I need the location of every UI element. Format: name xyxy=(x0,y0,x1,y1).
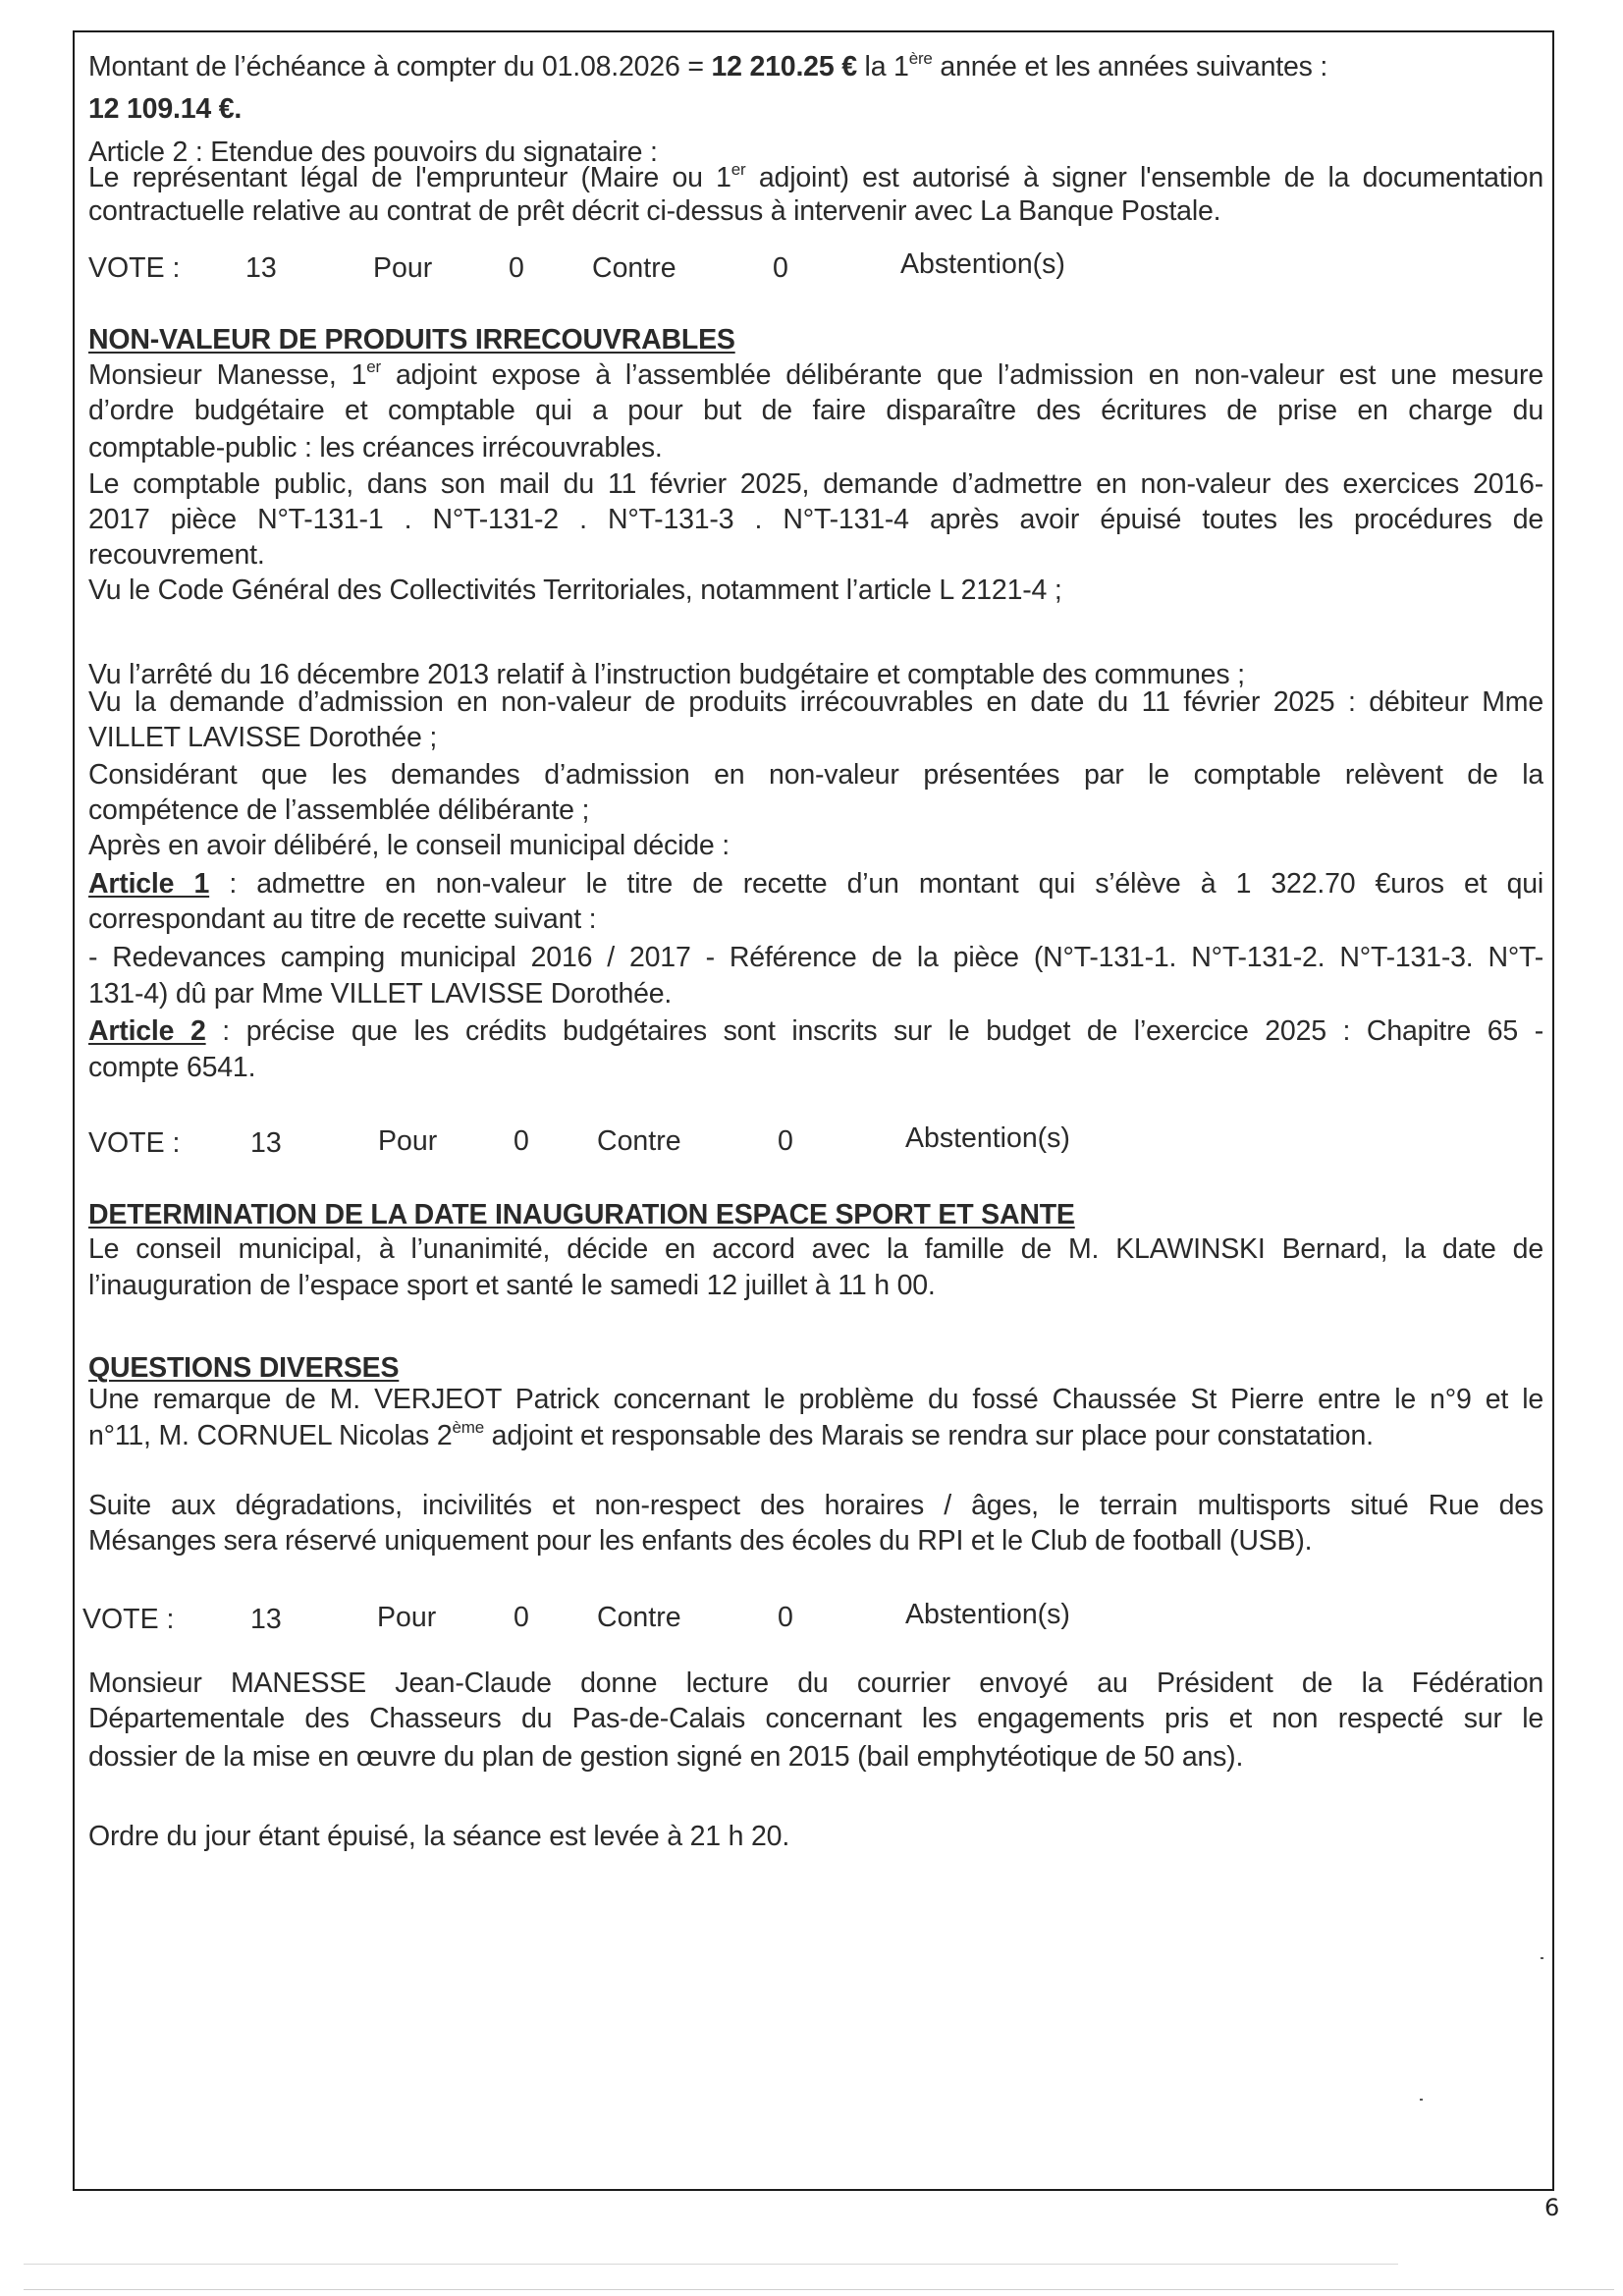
text: : précise que les crédits budgétaires sont inscrits sur le budget de l’exercice 2025 : Chapitre 65 - xyxy=(205,1015,1543,1047)
article-1-label: Article 1 xyxy=(88,868,210,900)
article-2-budget-line-2: compte 6541. xyxy=(88,1052,256,1083)
vote-abst-label: Abstention(s) xyxy=(905,1599,1070,1630)
vote-pour-label: Pour xyxy=(377,1602,437,1633)
page-number: 6 xyxy=(1544,2194,1560,2221)
vote-contre-count: 0 xyxy=(514,1602,529,1633)
article-2-line-1 xyxy=(88,161,1543,194)
question-1-l2 xyxy=(88,1419,1543,1452)
scan-speck xyxy=(1420,2099,1423,2101)
text: Monsieur Manesse, 1 xyxy=(88,359,367,391)
vote-abst-label: Abstention(s) xyxy=(905,1122,1070,1154)
vote-abst-count: 0 xyxy=(778,1125,793,1157)
vote-label: VOTE : xyxy=(88,1127,181,1159)
non-valeur-p6-l2: compétence de l’assemblée délibérante ; xyxy=(88,794,590,826)
non-valeur-p1-l1 xyxy=(88,358,1543,392)
inauguration-l2: l’inauguration de l’espace sport et santé le samedi 12 juillet à 11 h 00. xyxy=(88,1270,936,1301)
article-1-line-4: 131-4) dû par Mme VILLET LAVISSE Dorothée. xyxy=(88,978,673,1010)
non-valeur-p2-l3: recouvrement. xyxy=(88,539,265,571)
question-2-l2: Mésanges sera réservé uniquement pour les enfants des écoles du RPI et le Club de football (USB). xyxy=(88,1525,1313,1557)
article-2-budget-line-1 xyxy=(88,1014,1543,1048)
vote-pour-count: 13 xyxy=(245,252,277,284)
vote-abst-count: 0 xyxy=(773,252,788,284)
amount-first-year: 12 210.25 € xyxy=(711,51,857,82)
text: la 1 xyxy=(856,51,909,82)
vote-contre-count: 0 xyxy=(514,1125,529,1157)
text: Montant de l’échéance à compter du 01.08.2026 = xyxy=(88,51,712,82)
text: adjoint) est autorisé à signer l'ensemble de la documentation xyxy=(745,162,1543,193)
text: Le représentant légal de l'emprunteur (Maire ou 1 xyxy=(88,162,731,193)
vote-abst-count: 0 xyxy=(778,1602,793,1633)
non-valeur-p5-l2: VILLET LAVISSE Dorothée ; xyxy=(88,722,438,753)
closing-line: Ordre du jour étant épuisé, la séance est levée à 21 h 20. xyxy=(88,1821,790,1852)
section-heading-non-valeur: NON-VALEUR DE PRODUITS IRRECOUVRABLES xyxy=(88,324,735,355)
amount-following-years: 12 109.14 €. xyxy=(88,93,243,125)
vote-abst-label: Abstention(s) xyxy=(900,248,1065,280)
vote-contre-label: Contre xyxy=(597,1602,681,1633)
superscript: er xyxy=(730,161,746,179)
section-heading-questions: QUESTIONS DIVERSES xyxy=(88,1352,400,1384)
article-1-line-1 xyxy=(88,867,1543,901)
scan-speck xyxy=(1541,1957,1543,1959)
text: adjoint et responsable des Marais se rendra sur place pour constatation. xyxy=(483,1420,1374,1451)
article-2-line-2: contractuelle relative au contrat de prêt décrit ci-dessus à intervenir avec La Banque Postale. xyxy=(88,195,1221,227)
vote-contre-count: 0 xyxy=(509,252,524,284)
scan-edge-line xyxy=(24,2289,1614,2290)
inauguration-l1: Le conseil municipal, à l’unanimité, décide en accord avec la famille de M. KLAWINSKI Bernard, la date de xyxy=(88,1233,1543,1265)
non-valeur-p6-l1: Considérant que les demandes d’admission en non-valeur présentées par le comptable relèvent de la xyxy=(88,759,1543,791)
text: adjoint expose à l’assemblée délibérante que l’admission en non-valeur est une mesure xyxy=(380,359,1543,391)
non-valeur-p4: Vu l’arrêté du 16 décembre 2013 relatif à l’instruction budgétaire et comptable des communes ; xyxy=(88,659,1245,690)
non-valeur-p7: Après en avoir délibéré, le conseil municipal décide : xyxy=(88,830,730,861)
superscript: er xyxy=(366,358,381,376)
non-valeur-p1-l2: d’ordre budgétaire et comptable qui a pour but de faire disparaître des écritures de prise en charge du xyxy=(88,395,1543,426)
vote-pour-label: Pour xyxy=(373,252,433,284)
article-1-line-2: correspondant au titre de recette suivant : xyxy=(88,903,597,935)
vote-contre-label: Contre xyxy=(592,252,676,284)
vote-label: VOTE : xyxy=(88,252,181,284)
text: année et les années suivantes : xyxy=(932,51,1328,82)
question-3-l2: Départementale des Chasseurs du Pas-de-Calais concernant les engagements pris et non respecté sur le xyxy=(88,1703,1543,1734)
vote-label: VOTE : xyxy=(82,1604,175,1635)
vote-pour-label: Pour xyxy=(378,1125,438,1157)
section-heading-inauguration: DETERMINATION DE LA DATE INAUGURATION ESPACE SPORT ET SANTE xyxy=(88,1199,1075,1230)
non-valeur-p5-l1: Vu la demande d’admission en non-valeur de produits irrécouvrables en date du 11 février 2025 : débiteur Mme xyxy=(88,686,1543,718)
vote-pour-count: 13 xyxy=(250,1604,282,1635)
article-1-line-3: - Redevances camping municipal 2016 / 2017 - Référence de la pièce (N°T-131-1. N°T-131-2. N°T-131-3. N°T- xyxy=(88,942,1543,973)
superscript: ère xyxy=(908,48,933,68)
text: n°11, M. CORNUEL Nicolas 2 xyxy=(88,1420,453,1451)
non-valeur-p3: Vu le Code Général des Collectivités Territoriales, notamment l’article L 2121-4 ; xyxy=(88,574,1062,606)
article-2-title: Article 2 : Etendue des pouvoirs du signataire : xyxy=(88,137,658,168)
question-3-l1: Monsieur MANESSE Jean-Claude donne lecture du courrier envoyé au Président de la Fédération xyxy=(88,1667,1543,1699)
loan-amount-line xyxy=(88,50,1543,83)
non-valeur-p2-l2: 2017 pièce N°T-131-1 . N°T-131-2 . N°T-131-3 . N°T-131-4 après avoir épuisé toutes les procédures de xyxy=(88,504,1543,535)
question-3-l3: dossier de la mise en œuvre du plan de gestion signé en 2015 (bail emphytéotique de 50 ans). xyxy=(88,1741,1244,1773)
question-2-l1: Suite aux dégradations, incivilités et non-respect des horaires / âges, le terrain multisports situé Rue des xyxy=(88,1490,1543,1521)
non-valeur-p2-l1: Le comptable public, dans son mail du 11 février 2025, demande d’admettre en non-valeur des exercices 2016- xyxy=(88,468,1543,500)
vote-contre-label: Contre xyxy=(597,1125,681,1157)
article-2-label: Article 2 xyxy=(88,1015,206,1047)
text: : admettre en non-valeur le titre de recette d’un montant qui s’élève à 1 322.70 €uros et qui xyxy=(209,868,1543,900)
vote-pour-count: 13 xyxy=(250,1127,282,1159)
scan-edge-line xyxy=(24,2264,1398,2265)
superscript: ème xyxy=(452,1417,484,1437)
question-1-l1: Une remarque de M. VERJEOT Patrick concernant le problème du fossé Chaussée St Pierre entre le n°9 et le xyxy=(88,1384,1543,1415)
non-valeur-p1-l3: comptable-public : les créances irrécouvrables. xyxy=(88,432,663,464)
